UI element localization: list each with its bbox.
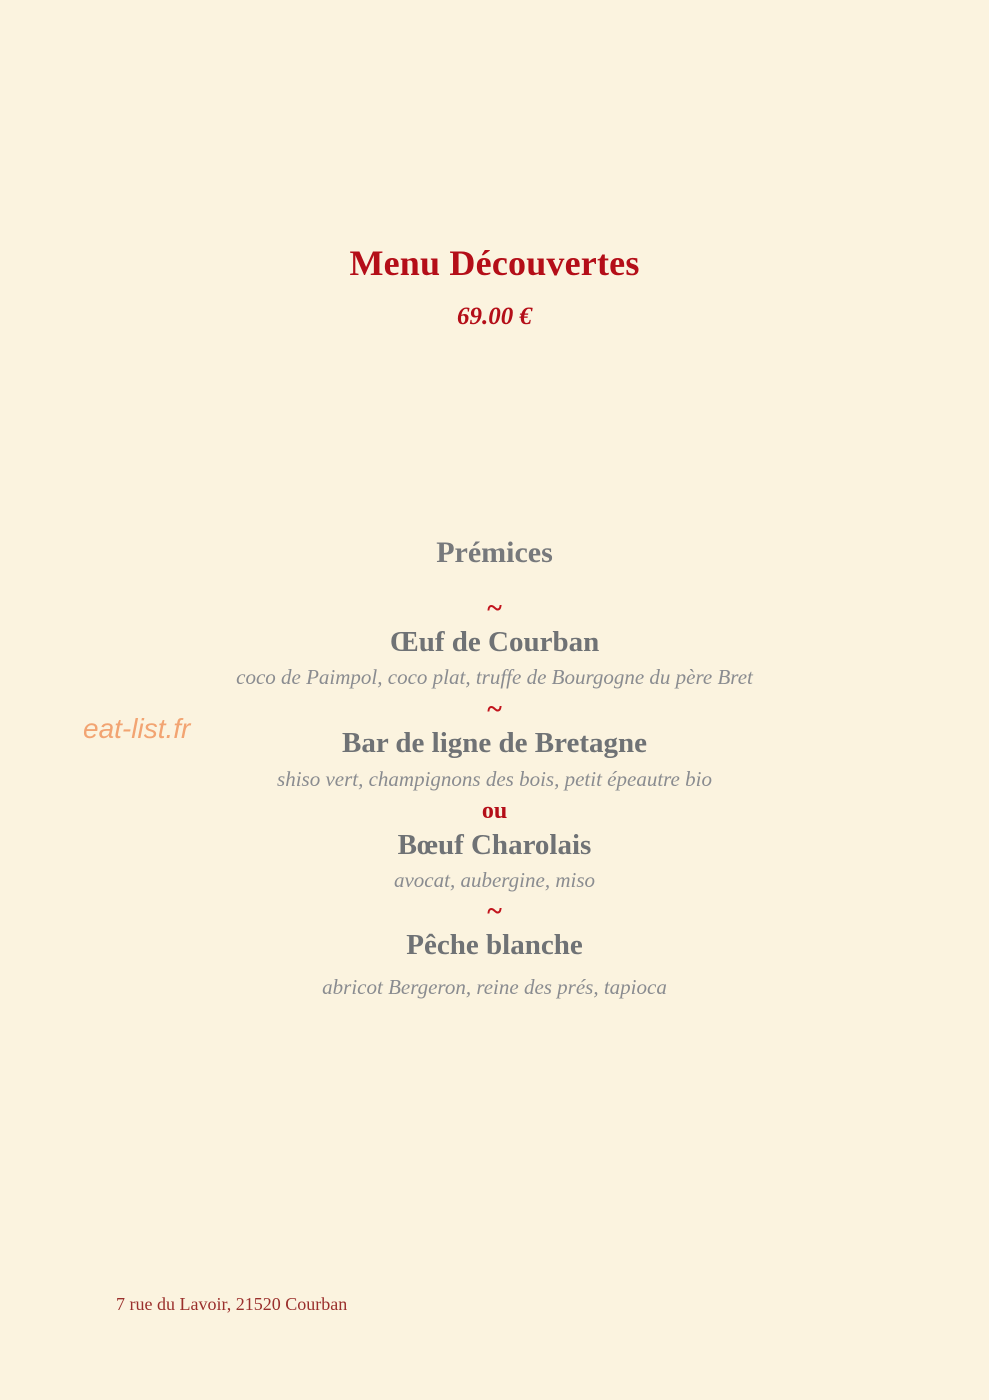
course-name: Bar de ligne de Bretagne [341, 727, 648, 759]
course-name: Bœuf Charolais [397, 829, 592, 861]
course-separator: ~ [487, 694, 502, 725]
choice-separator: ou [481, 798, 508, 824]
course-description: shiso vert, champignons des bois, petit épeautre bio [277, 767, 712, 791]
course-description: abricot Bergeron, reine des prés, tapioca [322, 975, 667, 999]
course-separator: ~ [487, 896, 502, 927]
footer-address: 7 rue du Lavoir, 21520 Courban [116, 1294, 348, 1314]
course-separator: ~ [487, 593, 502, 624]
course-description: avocat, aubergine, miso [393, 868, 596, 892]
menu-price: 69.00 € [457, 303, 532, 330]
course-name: Œuf de Courban [389, 626, 600, 658]
watermark: eat-list.fr [83, 713, 191, 744]
section-title: Prémices [436, 536, 553, 569]
course-description: coco de Paimpol, coco plat, truffe de Bourgogne du père Bret [236, 665, 753, 689]
menu-title: Menu Découvertes [349, 243, 640, 283]
course-name: Pêche blanche [406, 929, 583, 961]
